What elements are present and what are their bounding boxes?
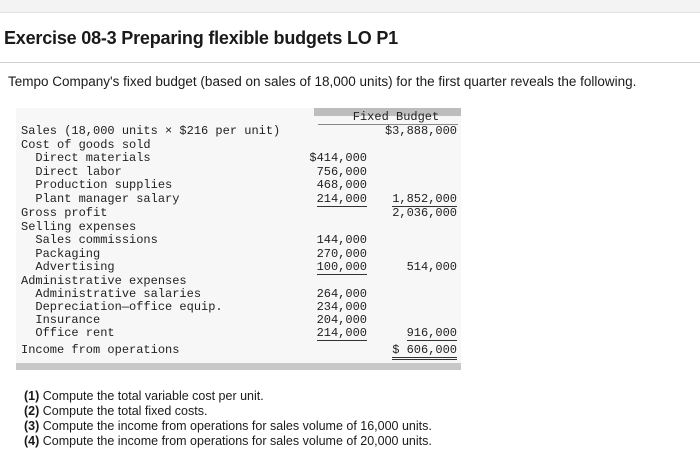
title-divider: [0, 62, 700, 63]
row-total: 916,000: [406, 326, 457, 340]
row-amount: 234,000: [316, 300, 367, 314]
row-label: Packaging: [21, 247, 101, 261]
row-label: Administrative expenses: [21, 274, 187, 288]
budget-row: [21, 193, 466, 206]
row-total: $ 606,000: [392, 344, 457, 360]
row-label: Income from operations: [21, 343, 180, 357]
budget-row: [21, 344, 466, 357]
row-total: 2,036,000: [392, 206, 457, 220]
row-amount: 270,000: [316, 247, 367, 261]
row-amount: 214,000: [316, 192, 367, 206]
question-text: Compute the total variable cost per unit.: [42, 389, 264, 403]
row-label: Depreciation—office equip.: [21, 300, 223, 314]
row-label: Gross profit: [21, 206, 108, 220]
budget-row: [21, 179, 466, 192]
question-item: [24, 419, 432, 434]
row-amount: 204,000: [316, 313, 367, 327]
row-amount: $414,000: [309, 151, 367, 165]
budget-row: [21, 125, 466, 138]
row-label: Insurance: [21, 313, 101, 327]
exercise-title: Exercise 08-3 Preparing flexible budgets LO P1: [4, 28, 398, 48]
row-amount: 214,000: [316, 326, 367, 340]
budget-row: [21, 327, 466, 340]
row-total: $3,888,000: [384, 124, 457, 138]
row-label: Advertising: [21, 260, 115, 274]
question-item: [24, 434, 432, 449]
row-label: Direct materials: [21, 151, 151, 165]
budget-row: [21, 261, 466, 274]
budget-row: [21, 152, 466, 165]
budget-row: [21, 234, 466, 247]
row-total: 1,852,000: [392, 192, 457, 206]
row-label: Sales commissions: [21, 233, 158, 247]
row-amount: 264,000: [316, 287, 367, 301]
row-label: Administrative salaries: [21, 287, 202, 301]
question-item: [24, 389, 432, 404]
question-number: (2): [24, 404, 40, 418]
question-number: (1): [24, 389, 40, 403]
question-number: (4): [24, 434, 40, 448]
footer-bar: [16, 363, 461, 370]
budget-column-header: Fixed Budget: [352, 110, 440, 124]
row-amount: 144,000: [316, 233, 367, 247]
question-number: (3): [24, 419, 40, 433]
row-label: Sales (18,000 units × $216 per unit): [21, 124, 281, 138]
question-text: Compute the income from operations for sales volume of 20,000 units.: [42, 434, 432, 448]
row-label: Office rent: [21, 326, 115, 340]
row-label: Selling expenses: [21, 220, 137, 234]
question-text: Compute the total fixed costs.: [42, 404, 208, 418]
row-label: Direct labor: [21, 165, 122, 179]
row-amount: 468,000: [316, 178, 367, 192]
question-text: Compute the income from operations for sales volume of 16,000 units.: [42, 419, 432, 433]
row-amount: 756,000: [316, 165, 367, 179]
intro-text: Tempo Company's fixed budget (based on sales of 18,000 units) for the first quarter reveals the following.: [8, 74, 637, 89]
question-list: [24, 389, 432, 449]
row-amount: 100,000: [316, 260, 367, 274]
row-label: Plant manager salary: [21, 192, 180, 206]
budget-row: [21, 207, 466, 220]
row-total: 514,000: [406, 260, 457, 274]
row-label: Production supplies: [21, 178, 173, 192]
question-item: [24, 404, 432, 419]
top-rule: [0, 0, 700, 13]
row-label: Cost of goods sold: [21, 138, 151, 152]
fixed-budget-table: [16, 108, 461, 370]
